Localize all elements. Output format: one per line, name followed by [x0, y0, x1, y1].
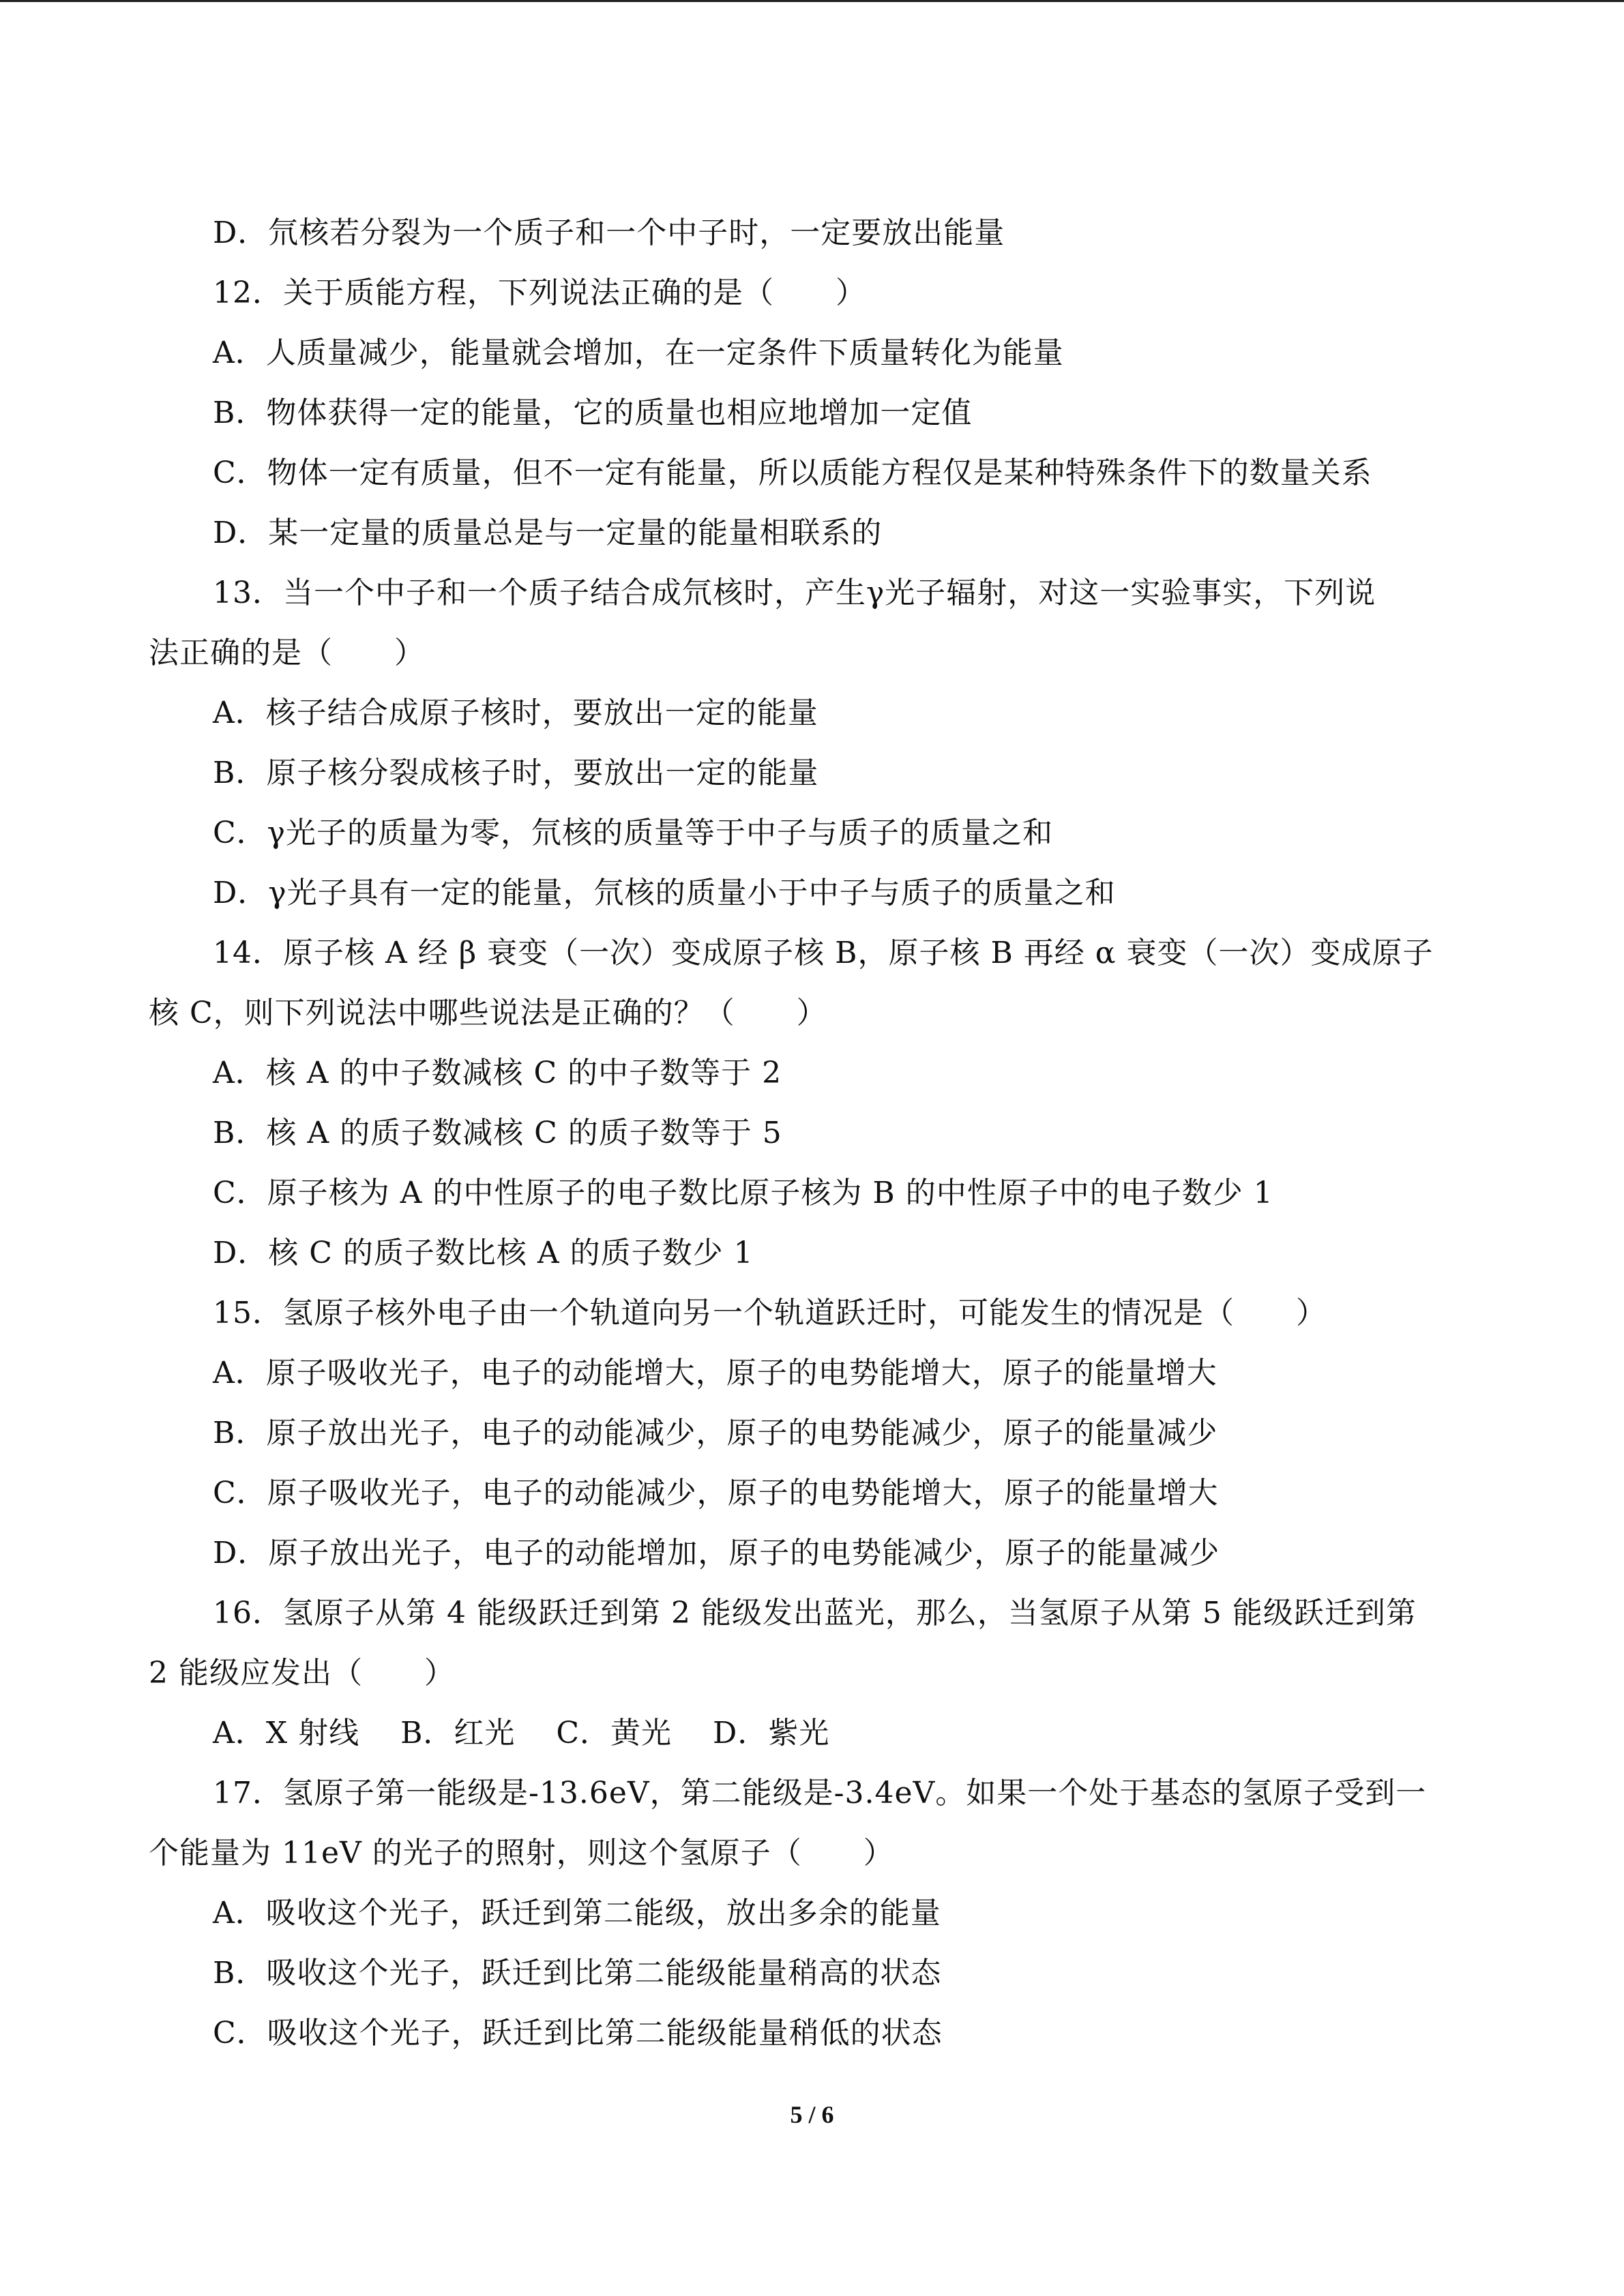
question-stem: 14．原子核 A 经 β 衰变（一次）变成原子核 B，原子核 B 再经 α 衰变（一次）变成原子 [213, 936, 1434, 970]
question-stem: 15．氢原子核外电子由一个轨道向另一个轨道跃迁时，可能发生的情况是（ ） [213, 1296, 1327, 1330]
option-a: A．核 A 的中子数减核 C 的中子数等于 2 [213, 1056, 782, 1090]
option-a: A．原子吸收光子，电子的动能增大，原子的电势能增大，原子的能量增大 [213, 1356, 1217, 1390]
option-d: D．γ光子具有一定的能量，氘核的质量小于中子与质子的质量之和 [213, 876, 1116, 910]
option-c: C．原子核为 A 的中性原子的电子数比原子核为 B 的中性原子中的电子数少 1 [213, 1176, 1273, 1210]
question-stem-continued: 法正确的是（ ） [149, 636, 425, 670]
option-a: A．核子结合成原子核时，要放出一定的能量 [213, 696, 818, 730]
question-stem: 13．当一个中子和一个质子结合成氘核时，产生γ光子辐射，对这一实验事实，下列说 [213, 576, 1376, 610]
option-c: C．吸收这个光子，跃迁到比第二能级能量稍低的状态 [213, 2016, 943, 2051]
option-b: B．核 A 的质子数减核 C 的质子数等于 5 [213, 1116, 782, 1150]
question-stem-continued: 2 能级应发出（ ） [149, 1656, 455, 1690]
option-a: A．吸收这个光子，跃迁到第二能级，放出多余的能量 [213, 1896, 941, 1930]
option-d: D．核 C 的质子数比核 A 的质子数少 1 [213, 1236, 754, 1270]
option-a: A．人质量减少，能量就会增加，在一定条件下质量转化为能量 [213, 336, 1064, 370]
option-b: B．物体获得一定的能量，它的质量也相应地增加一定值 [213, 396, 973, 430]
page-number: 5 / 6 [790, 2101, 834, 2128]
question-stem: 17．氢原子第一能级是-13.6eV，第二能级是-3.4eV。如果一个处于基态的氢原子受到一 [213, 1776, 1427, 1810]
option-b: B．原子放出光子，电子的动能减少，原子的电势能减少，原子的能量减少 [213, 1416, 1218, 1450]
option-c: C．物体一定有质量，但不一定有能量，所以质能方程仅是某种特殊条件下的数量关系 [213, 456, 1372, 490]
option-d: D．某一定量的质量总是与一定量的能量相联系的 [213, 516, 883, 550]
option-c: C．原子吸收光子，电子的动能减少，原子的电势能增大，原子的能量增大 [213, 1476, 1219, 1510]
option-b: B．吸收这个光子，跃迁到比第二能级能量稍高的状态 [213, 1956, 942, 1991]
question-stem-continued: 个能量为 11eV 的光子的照射，则这个氢原子（ ） [149, 1836, 894, 1870]
option-d: D．氘核若分裂为一个质子和一个中子时，一定要放出能量 [213, 215, 1005, 250]
option-b: B．原子核分裂成核子时，要放出一定的能量 [213, 756, 819, 790]
options-row: A．X 射线 B．红光 C．黄光 D．紫光 [213, 1716, 830, 1750]
question-stem: 12．关于质能方程，下列说法正确的是（ ） [213, 275, 866, 310]
question-stem-continued: 核 C，则下列说法中哪些说法是正确的？（ ） [149, 996, 827, 1030]
option-c: C．γ光子的质量为零，氘核的质量等于中子与质子的质量之和 [213, 816, 1053, 850]
option-d: D．原子放出光子，电子的动能增加，原子的电势能减少，原子的能量减少 [213, 1536, 1220, 1570]
question-stem: 16．氢原子从第 4 能级跃迁到第 2 能级发出蓝光，那么，当氢原子从第 5 能级跃迁到第 [213, 1596, 1417, 1630]
